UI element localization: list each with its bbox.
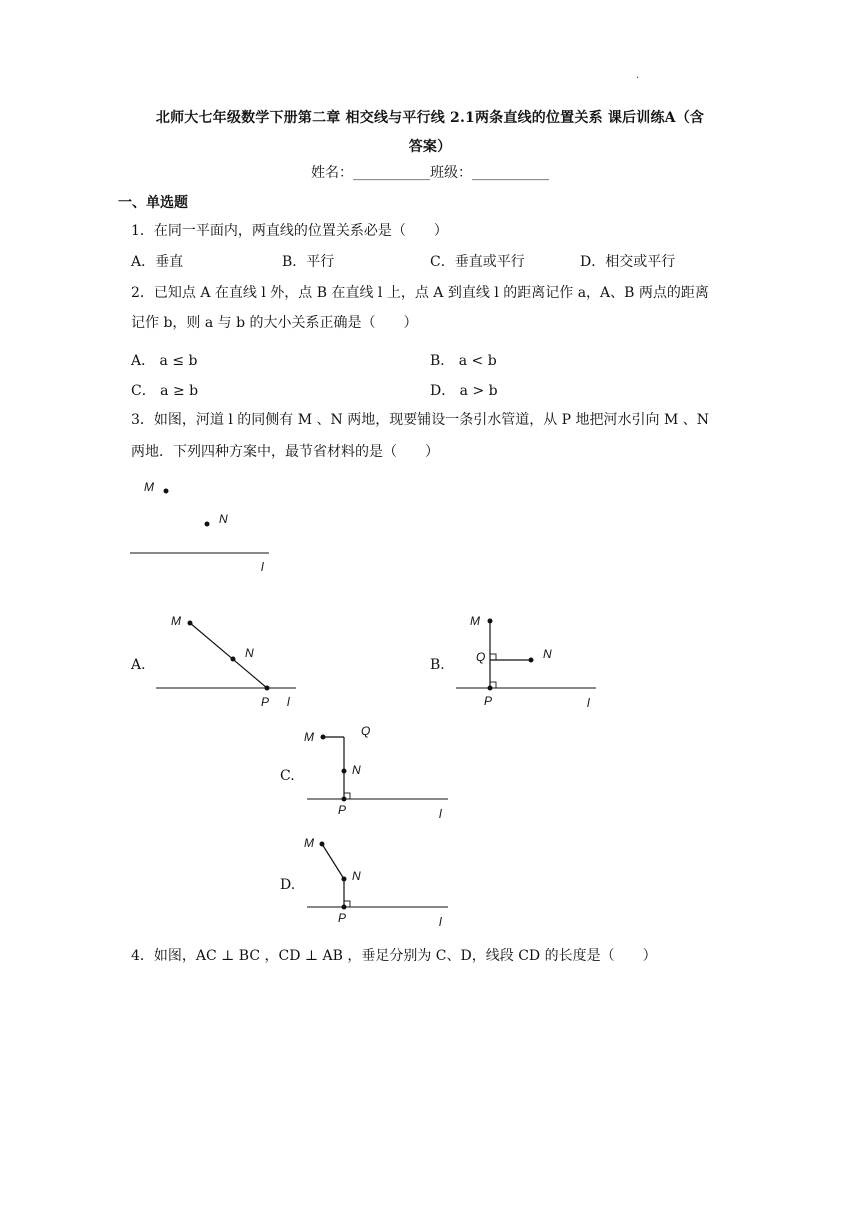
q2-stem-line-2: 记作 b，则 a 与 b 的大小关系正确是（ ） xyxy=(131,315,418,331)
label-p: P xyxy=(261,695,270,709)
q3-option-c-letter[interactable]: C. xyxy=(280,768,295,784)
label-m: M xyxy=(144,480,154,494)
q3-option-c-figure[interactable] xyxy=(300,718,460,822)
q1-option-b[interactable]: B．平行 xyxy=(282,254,335,270)
point-p xyxy=(342,905,347,910)
q3-option-d-letter[interactable]: D. xyxy=(280,877,296,893)
point-m xyxy=(488,619,493,624)
q3-option-b-figure[interactable] xyxy=(450,606,610,710)
point-n xyxy=(231,657,236,662)
title-line-1: 北师大七年级数学下册第二章 相交线与平行线 2.1两条直线的位置关系 课后训练A（含 xyxy=(155,110,705,126)
point-m xyxy=(321,735,326,740)
label-p: P xyxy=(484,694,493,708)
label-l: l xyxy=(439,915,442,929)
label-n: N xyxy=(352,869,361,883)
q3-option-a-figure[interactable] xyxy=(150,606,310,710)
q1-option-c[interactable]: C．垂直或平行 xyxy=(430,254,525,270)
pipe-m-n xyxy=(322,844,344,879)
q3-main-figure xyxy=(126,474,286,578)
name-class-line: 姓名：___________班级：___________ xyxy=(311,165,549,181)
label-l: l xyxy=(439,807,442,821)
pipe-m-n-p xyxy=(190,623,267,688)
label-n: N xyxy=(543,647,552,661)
label-q: Q xyxy=(476,650,486,664)
label-n: N xyxy=(219,512,228,526)
q2-stem-line-1: 2．已知点 A 在直线 l 外，点 B 在直线 l 上，点 A 到直线 l 的距离记作 a，A、B 两点的距离 xyxy=(131,285,709,301)
q1-stem: 1．在同一平面内，两直线的位置关系必是（ ） xyxy=(131,223,448,239)
label-n: N xyxy=(352,763,361,777)
q1-option-d[interactable]: D．相交或平行 xyxy=(580,254,676,270)
point-p xyxy=(265,686,270,691)
point-m xyxy=(188,621,193,626)
q4-stem: 4．如图，AC ⊥ BC ，CD ⊥ AB ，垂足分别为 C、D，线段 CD 的长度是（ ） xyxy=(131,948,657,964)
q2-option-d[interactable]: D． a > b xyxy=(430,383,498,399)
label-p: P xyxy=(338,911,347,925)
q3-stem-line-2: 两地．下列四种方案中，最节省材料的是（ ） xyxy=(131,444,439,460)
q2-option-b[interactable]: B． a < b xyxy=(430,353,497,369)
label-m: M xyxy=(171,614,181,628)
point-p xyxy=(488,686,493,691)
title-line-2: 答案） xyxy=(408,139,452,155)
point-m xyxy=(164,489,169,494)
q3-option-d-figure[interactable] xyxy=(300,826,460,930)
q1-option-a[interactable]: A．垂直 xyxy=(131,254,184,270)
label-m: M xyxy=(470,614,480,628)
point-n xyxy=(529,658,534,663)
q3-option-a-letter[interactable]: A. xyxy=(131,657,146,673)
label-m: M xyxy=(304,730,314,744)
label-l: l xyxy=(587,696,590,710)
label-n: N xyxy=(245,646,254,660)
label-q: Q xyxy=(361,724,371,738)
right-angle-mark-q xyxy=(490,654,496,660)
section-heading: 一、单选题 xyxy=(118,195,188,211)
q2-option-c[interactable]: C． a ≥ b xyxy=(131,383,199,399)
label-l: l xyxy=(261,560,264,574)
point-n xyxy=(342,769,347,774)
point-p xyxy=(342,797,347,802)
point-n xyxy=(342,877,347,882)
point-m xyxy=(320,842,325,847)
page-title xyxy=(120,104,740,162)
label-p: P xyxy=(338,803,347,817)
corner-mark: . xyxy=(636,70,640,81)
label-m: M xyxy=(304,836,314,850)
q2-option-a[interactable]: A． a ≤ b xyxy=(131,353,198,369)
q3-option-b-letter[interactable]: B. xyxy=(430,657,445,673)
label-l: l xyxy=(287,695,290,709)
q3-stem-line-1: 3．如图，河道 l 的同侧有 M 、N 两地，现要铺设一条引水管道，从 P 地把河水引向 M 、N xyxy=(131,412,710,428)
point-n xyxy=(205,522,210,527)
